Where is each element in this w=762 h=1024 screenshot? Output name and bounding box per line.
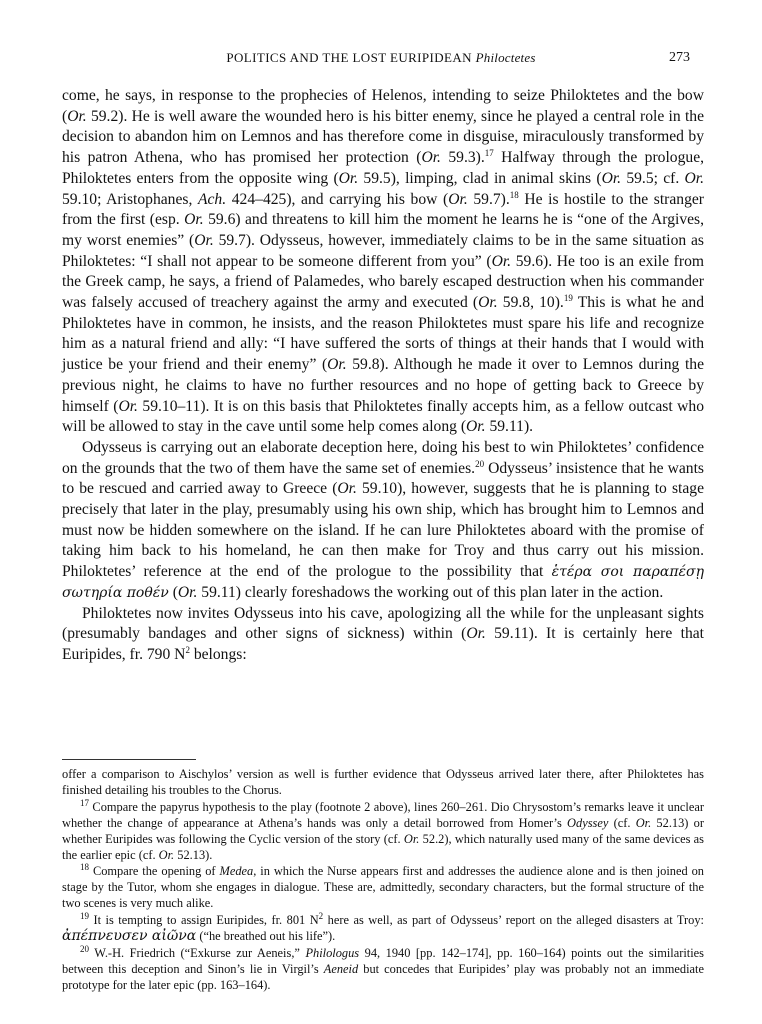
footnote-separator <box>62 759 196 760</box>
text-run: 59.10; Aristophanes, <box>62 190 198 208</box>
note-marker: 20 <box>475 458 485 469</box>
italic-text: Or. <box>194 231 214 249</box>
text-run: 59.6). He too is an exile from the Greek camp, he says, a friend of Palamedes, who barely escaped destruction when his commander was falsely accused of treachery against the army and executed ( <box>62 252 704 312</box>
text-run: Philoktetes now invites Odysseus into his cave, apologizing all the while for the unpleasant sights (presumably bandages and other signs of sickness) within ( <box>62 604 704 643</box>
running-title-text: POLITICS AND THE LOST EURIPIDEAN <box>226 50 472 65</box>
italic-text: Ach. <box>197 190 227 208</box>
text-run: offer a comparison to Aischylos’ version as well is further evidence that Odysseus arrived later there, after Philoktetes has finished detailing his troubles to the Chorus. <box>62 767 704 797</box>
text-run: Halfway through the prologue, Philoktetes enters from the opposite wing ( <box>62 149 705 187</box>
text-run: 59.11). <box>485 418 534 436</box>
text-run: 59.11). It is certainly here that Euripides, fr. 790 N <box>62 625 704 663</box>
italic-text: Or. <box>337 480 357 498</box>
note-marker: 18 <box>509 189 519 200</box>
italic-text: Or. <box>184 211 204 229</box>
note-marker: 17 <box>484 147 494 158</box>
text-run: ( <box>168 583 178 601</box>
italic-text: Or. <box>118 397 138 415</box>
italic-text: Or. <box>491 252 512 270</box>
italic-text: Or. <box>177 583 198 601</box>
italic-text: Or. <box>635 815 652 830</box>
running-title <box>72 50 690 66</box>
text-run: 59.8, 10). <box>497 294 564 312</box>
text-run: 59.6) and threatens to kill him the moment he learns he is “one of the Argives, my worst enemies” ( <box>62 211 705 249</box>
page-number: 273 <box>669 50 690 65</box>
italic-text: Aeneid <box>323 961 359 976</box>
note-marker: 2 <box>185 644 190 655</box>
text-run: 94, 1940 [pp. 142–174], pp. 160–164) points out the similarities between this deception and Sinon’s lie in Virgil’s <box>62 945 704 976</box>
italic-text: Or. <box>478 294 498 312</box>
text-run: This is what he and Philoktetes have in common, he insists, and the reason Philoktetes must spare his life and recognize him as a natural friend and ally: “I have suffered the sorts of things at their hands that I would with justice be your friend and their enemy” ( <box>62 294 705 374</box>
text-run: (“he breathed out his life”). <box>196 929 336 944</box>
italic-text: Or. <box>67 107 87 125</box>
text-run: belongs: <box>189 645 247 663</box>
text-run: 59.2). He is well aware the wounded hero is his bitter enemy, since he played a central role in the decision to abandon him on Lemnos and has therefore come in disguise, miraculously transformed by his patron Athena, who has promised her protection ( <box>62 107 704 167</box>
running-head <box>72 50 690 72</box>
italic-text: Or. <box>327 356 347 374</box>
text-run: , in which the Nurse appears first and addresses the audience alone and is then joined on stage by the Tutor, whom she engages in dialogue. These are, admittedly, secondary characters, but the formal structure of the two scenes is very much alike. <box>62 864 704 911</box>
body-paragraph <box>62 604 704 666</box>
italic-text: Medea <box>219 864 254 879</box>
text-run: He is hostile to the stranger from the first (esp. <box>62 190 704 229</box>
text-run: but concedes that Euripides’ play was probably not an immediate prototype for the later epic (pp. 163–164). <box>62 961 704 992</box>
text-run: 59.10–11). It is on this basis that Philoktetes finally accepts him, as a fellow outcast who will be allowed to stay in the cave until some help comes along ( <box>62 397 704 436</box>
note-marker: 18 <box>80 862 89 873</box>
text-run: 59.7). <box>467 190 510 208</box>
text-run: (cf. <box>608 815 636 830</box>
italic-text: Or. <box>601 169 622 187</box>
italic-text: Or. <box>158 847 175 862</box>
italic-text: Or. <box>466 625 486 643</box>
text-run: 59.5; cf. <box>621 169 685 187</box>
italic-text: Or. <box>403 831 420 846</box>
footnote-20 <box>62 943 704 994</box>
note-marker: 17 <box>80 797 89 808</box>
body-text <box>62 86 704 666</box>
footnote-17 <box>62 797 705 864</box>
italic-text: Or. <box>448 190 468 208</box>
text-run: It is tempting to assign Euripides, fr. 801 N <box>89 913 319 928</box>
italic-text: Odyssey <box>567 815 609 830</box>
footnote-19 <box>62 913 704 945</box>
italic-text: Or. <box>338 169 359 187</box>
text-run: 52.2), which naturally used many of the same devices as the earlier epic (cf. <box>62 831 704 862</box>
running-title-italic: Philoctetes <box>475 50 536 65</box>
note-marker: 2 <box>318 911 324 922</box>
footnotes <box>62 767 704 994</box>
text-run: Odysseus’ insistence that he wants to be rescued and carried away to Greece ( <box>62 459 704 498</box>
note-marker: 19 <box>563 292 573 303</box>
text-run: 59.11) clearly foreshadows the working out of this plan later in the action. <box>197 583 664 601</box>
text-run: 424–425), and carrying his bow ( <box>226 190 449 208</box>
text-run: 59.10), however, suggests that he is planning to stage precisely that later in the play, presumably using his own ship, which has brought him to Lemnos and must now be hidden somewhere on the island. If he can lure Philoktetes aboard with the promise of taking him back to his homeland, he can then make for Troy and thus carry out his mission. Philoktetes’ reference at the end of the prologue to the possibility that <box>62 480 704 581</box>
text-run: Compare the papyrus hypothesis to the play (footnote 2 above), lines 260–261. Dio Chrysostom’s remarks leave it unclear whether the change of appearance at Athena’s hands was only a detail borrowed from Homer’s <box>62 799 704 830</box>
greek-text: ἑτέρα σοι παραπέσῃ σωτηρία ποθέν <box>62 564 704 601</box>
text-run: Compare the opening of <box>89 864 220 879</box>
italic-text: Or. <box>684 169 704 187</box>
note-marker: 20 <box>80 943 89 954</box>
text-run: 59.8). Although he made it over to Lemnos during the previous night, he claims to have no further resources and no hope of getting back to Greece by himself ( <box>62 356 704 415</box>
body-paragraph <box>62 86 704 438</box>
note-marker: 19 <box>80 911 89 922</box>
italic-text: Philologus <box>305 945 360 960</box>
text-run: 59.5), limping, clad in animal skins ( <box>358 169 602 187</box>
text-run: come, he says, in response to the prophecies of Helenos, intending to seize Philoktetes and the bow ( <box>62 87 704 125</box>
text-run: 59.7). Odysseus, however, immediately claims to be in the same situation as Philoktetes: “I shall not appear to be someone different from you” ( <box>62 231 705 270</box>
text-run: 52.13). <box>174 847 213 862</box>
text-run: 52.13) or whether Euripides was following the Cyclic version of the story (cf. <box>62 815 705 846</box>
footnote-18 <box>62 864 704 912</box>
text-run: here as well, as part of Odysseus’ report on the alleged disasters at Troy: <box>323 913 704 928</box>
greek-text: ἀπέπνευσεν αἰῶνα <box>62 928 197 945</box>
text-run: Odysseus is carrying out an elaborate deception here, doing his best to win Philoktetes’ confidence on the grounds that the two of them have the same set of enemies. <box>62 438 704 477</box>
text-run: W.-H. Friedrich (“Exkurse zur Aeneis,” <box>89 945 306 960</box>
text-run: 59.3). <box>440 149 485 167</box>
italic-text: Or. <box>466 418 486 436</box>
footnote-continued <box>62 767 704 799</box>
italic-text: Or. <box>421 149 441 167</box>
body-paragraph <box>62 438 704 604</box>
